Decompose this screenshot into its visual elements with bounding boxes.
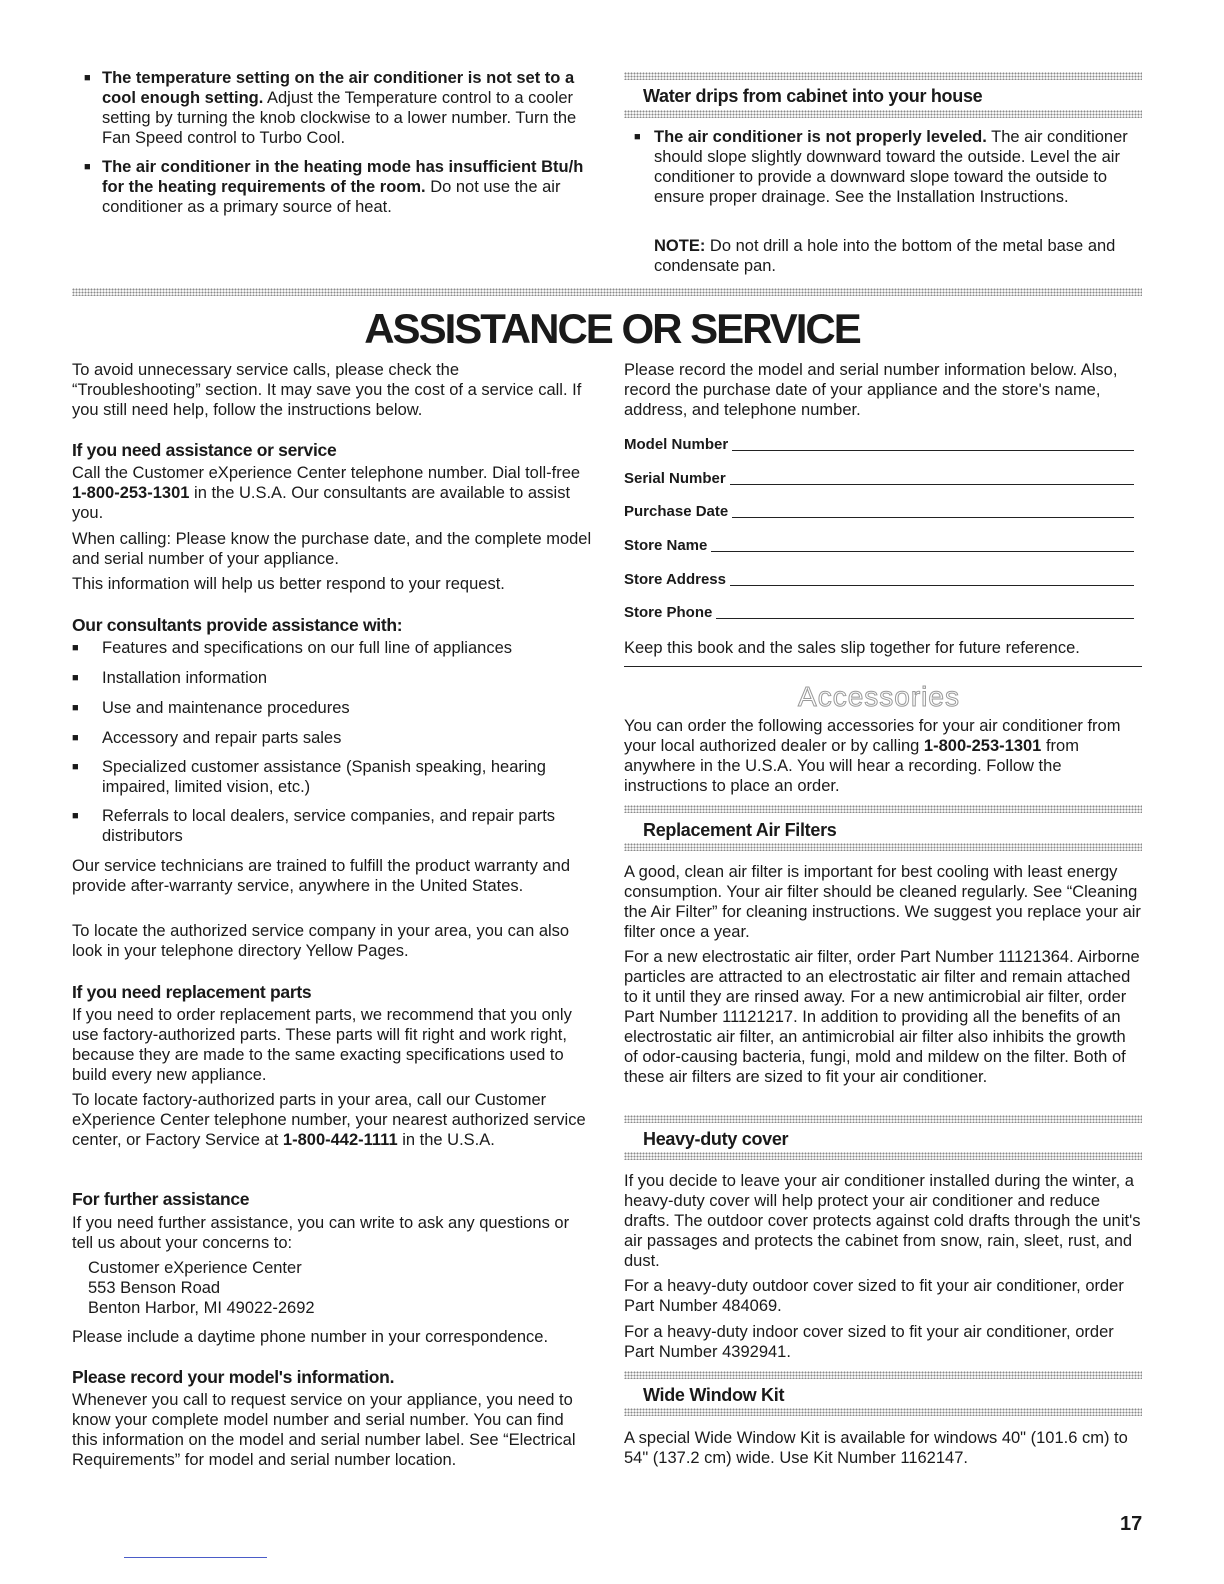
assist-paragraph: Call the Customer eXperience Center telephone number. Dial toll-free 1-800-253-1301 in the U.S.A. Our consultants are available to assist you. (72, 464, 581, 522)
parts-heading: If you need replacement parts (72, 982, 312, 1002)
note: NOTE: Do not drill a hole into the bottom of the metal base and condensate pan. (654, 237, 1116, 275)
form-row-model-number[interactable] (624, 433, 1134, 455)
consult-heading: Our consultants provide assistance with: (72, 615, 403, 635)
form-line[interactable] (716, 618, 1134, 619)
form-label: Model Number (624, 436, 729, 453)
page-title: ASSISTANCE OR SERVICE (364, 305, 860, 352)
window-kit-paragraph: A special Wide Window Kit is available for windows 40" (101.6 cm) to 54" (137.2 cm) wide. Use Kit Number 1162147. (624, 1429, 1128, 1467)
dotted-rule (624, 1408, 1142, 1416)
page-number: 17 (1120, 1513, 1143, 1535)
bullet: ■ (634, 131, 641, 143)
filters-paragraph: A good, clean air filter is important for best cooling with least energy consumption. Your air filter should be cleaned regularly. See “Cleaning the Air Filter” for cleaning instructions. We suggest you replace your air filter once a year. (624, 863, 1141, 941)
dotted-rule (624, 110, 1142, 118)
form-line[interactable] (732, 517, 1134, 518)
info-paragraph: This information will help us better respond to your request. (72, 575, 505, 593)
dotted-rule (624, 1371, 1142, 1379)
form-label: Serial Number (624, 470, 726, 487)
list-item: Use and maintenance procedures (102, 699, 350, 717)
bullet-item: The air conditioner is not properly leveled. The air conditioner should slope slightly downward toward the outside. Level the air conditioner to provide a downward slope toward the outside to ensure proper drainage. See the Installation Instructions. (654, 128, 1128, 206)
dotted-rule (624, 72, 1142, 80)
calling-paragraph: When calling: Please know the purchase date, and the complete model and serial number of your appliance. (72, 530, 592, 568)
form-row-store-phone[interactable] (624, 601, 1134, 623)
form-line[interactable] (711, 551, 1134, 552)
window-kit-heading: Wide Window Kit (643, 1385, 785, 1405)
form-line[interactable] (732, 450, 1134, 451)
accessories-heading: Accessories (798, 681, 960, 712)
list-item: Referrals to local dealers, service companies, and repair parts distributors (102, 807, 556, 845)
bullet: ■ (72, 810, 79, 822)
dotted-rule (624, 1152, 1142, 1160)
bullet: ■ (72, 761, 79, 773)
form-row-store-name[interactable] (624, 534, 1134, 556)
assist-heading: If you need assistance or service (72, 440, 337, 460)
form-line[interactable] (730, 484, 1134, 485)
form-row-serial-number[interactable] (624, 467, 1134, 489)
bullet: ■ (84, 72, 91, 84)
footer-rule (124, 1557, 267, 1558)
filters-heading: Replacement Air Filters (643, 820, 837, 840)
address-line: 553 Benson Road (88, 1279, 221, 1297)
cover-outdoor-paragraph: For a heavy-duty outdoor cover sized to fit your air conditioner, order Part Number 484069. (624, 1277, 1124, 1315)
further-paragraph: If you need further assistance, you can write to ask any questions or tell us about your concerns to: (72, 1214, 570, 1252)
bullet: ■ (72, 672, 79, 684)
parts-paragraph: If you need to order replacement parts, we recommend that you only use factory-authorized parts. These parts will fit right and work right, because they are made to the same exacting specifications used to build every new appliance. (72, 1006, 572, 1084)
form-row-store-address[interactable] (624, 568, 1134, 590)
bullet-item: The temperature setting on the air conditioner is not set to a cool enough setting. Adjust the Temperature control to a cooler setting by turning the knob clockwise to a lower number. Turn the Fan Speed control to Turbo Cool. (102, 69, 577, 147)
form-line[interactable] (730, 585, 1134, 586)
dotted-rule (624, 843, 1142, 851)
bullet: ■ (72, 642, 79, 654)
record-info-paragraph: Please record the model and serial number information below. Also, record the purchase date of your appliance and the store's name, address, and telephone number. (624, 361, 1118, 419)
cover-heading: Heavy-duty cover (643, 1129, 789, 1149)
further-heading: For further assistance (72, 1189, 250, 1209)
parts-locate-paragraph: To locate factory-authorized parts in your area, call our Customer eXperience Center telephone number, your nearest authorized service center, or Factory Service at 1-800-442-1111 in the U.S.A. (72, 1091, 586, 1149)
dotted-rule (72, 288, 1142, 296)
include-paragraph: Please include a daytime phone number in your correspondence. (72, 1328, 549, 1346)
section-heading: Water drips from cabinet into your house (643, 86, 983, 106)
divider (624, 666, 1142, 667)
keep-paragraph: Keep this book and the sales slip together for future reference. (624, 639, 1080, 657)
form-label: Store Phone (624, 604, 713, 621)
form-label: Purchase Date (624, 503, 729, 520)
form-label: Store Name (624, 537, 708, 554)
form-label: Store Address (624, 571, 726, 588)
list-item: Installation information (102, 669, 268, 687)
address-line: Customer eXperience Center (88, 1259, 302, 1277)
list-item: Features and specifications on our full line of appliances (102, 639, 512, 657)
technicians-paragraph: Our service technicians are trained to fulfill the product warranty and provide after-warranty service, anywhere in the United States. (72, 857, 570, 895)
address-line: Benton Harbor, MI 49022-2692 (88, 1299, 315, 1317)
bullet-item: The air conditioner in the heating mode has insufficient Btu/h for the heating requirements of the room. Do not use the air conditioner as a primary source of heat. (102, 158, 584, 216)
cover-paragraph: If you decide to leave your air conditioner installed during the winter, a heavy-duty cover will help protect your air conditioner and reduce drafts. The outdoor cover protects against cold drafts through the unit's air passages and protects the cabinet from snow, rain, sleet, rust, and dust. (624, 1172, 1141, 1270)
locate-paragraph: To locate the authorized service company in your area, you can also look in your telephone directory Yellow Pages. (72, 922, 570, 960)
bullet: ■ (72, 732, 79, 744)
bullet: ■ (72, 702, 79, 714)
cover-indoor-paragraph: For a heavy-duty indoor cover sized to fit your air conditioner, order Part Number 4392941. (624, 1323, 1114, 1361)
dotted-rule (624, 1115, 1142, 1123)
list-item: Specialized customer assistance (Spanish speaking, hearing impaired, limited vision, etc.) (102, 758, 546, 796)
list-item: Accessory and repair parts sales (102, 729, 342, 747)
form-row-purchase-date[interactable] (624, 500, 1134, 522)
accessories-paragraph: You can order the following accessories for your air conditioner from your local authorized dealer or by calling 1-800-253-1301 from anywhere in the U.S.A. You will hear a recording. Follow the instructions to place an order. (624, 717, 1121, 795)
record-paragraph: Whenever you call to request service on your appliance, you need to know your complete model number and serial number. You can find this information on the model and serial number label. See “Electrical Requirements” for model and serial number location. (72, 1391, 576, 1469)
filters-part-paragraph: For a new electrostatic air filter, order Part Number 11121364. Airborne particles are attracted to an electrostatic air filter and remain attached to it until they are rinsed away. For a new antimicrobial air filter, order Part Number 11121217. In addition to providing all the benefits of an electrostatic air filter, an antimicrobial air filter also inhibits the growth of odor-causing bacteria, fungi, mold and mildew on the filter. Both of these air filters are sized to fit your air conditioner. (624, 948, 1140, 1086)
bullet: ■ (84, 161, 91, 173)
mailing-address (88, 1258, 315, 1318)
record-heading: Please record your model's information. (72, 1367, 395, 1387)
intro-paragraph: To avoid unnecessary service calls, please check the “Troubleshooting” section. It may save you the cost of a service call. If you still need help, follow the instructions below. (72, 361, 582, 419)
dotted-rule (624, 805, 1142, 813)
